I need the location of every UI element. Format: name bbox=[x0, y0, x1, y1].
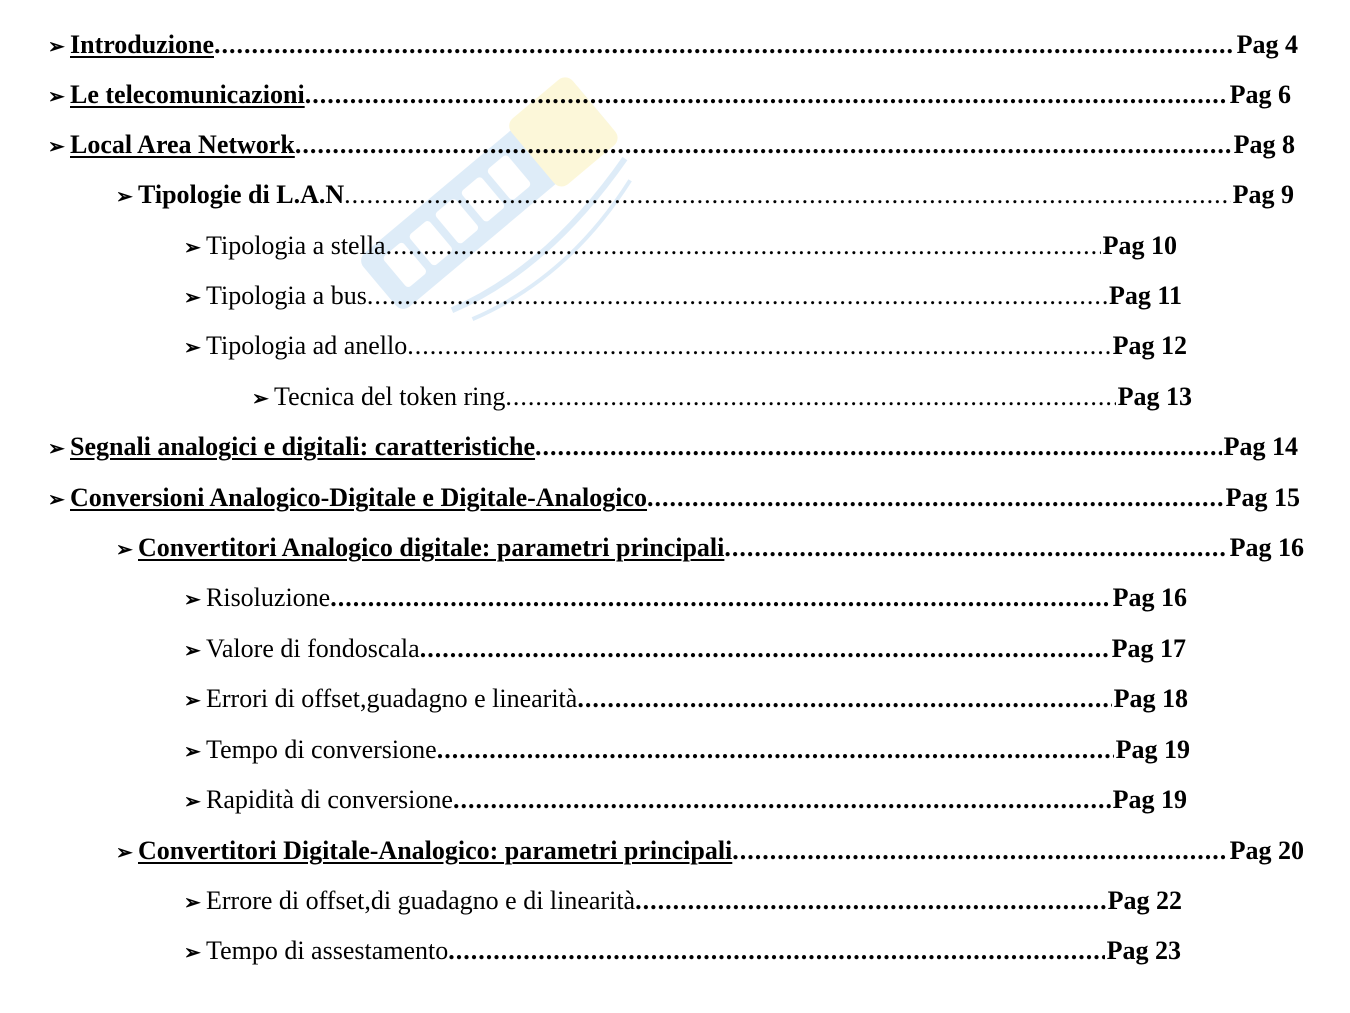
page-number: Pag 6 bbox=[1229, 80, 1291, 109]
dot-leader bbox=[724, 532, 1227, 564]
toc-label[interactable]: Segnali analogici e digitali: caratteristiche bbox=[70, 432, 536, 461]
toc-label[interactable]: Introduzione bbox=[70, 30, 214, 59]
arrow-bullet-icon: ➢ bbox=[48, 36, 65, 58]
toc-entry-convertitori-ad[interactable] bbox=[116, 532, 1304, 564]
toc-entry-tipologia-stella[interactable] bbox=[184, 230, 1177, 262]
arrow-bullet-icon: ➢ bbox=[48, 136, 65, 158]
toc-label[interactable]: Local Area Network bbox=[70, 130, 295, 159]
arrow-bullet-icon: ➢ bbox=[116, 186, 133, 208]
arrow-bullet-icon: ➢ bbox=[184, 237, 201, 259]
dot-leader bbox=[635, 885, 1106, 917]
page-number: Pag 16 bbox=[1229, 533, 1304, 562]
page-number: Pag 11 bbox=[1109, 281, 1182, 310]
page-number: Pag 20 bbox=[1229, 836, 1304, 865]
toc-entry-conversioni[interactable] bbox=[48, 482, 1300, 514]
arrow-bullet-icon: ➢ bbox=[184, 791, 201, 813]
page-number: Pag 16 bbox=[1112, 583, 1187, 612]
toc-label[interactable]: Tempo di conversione bbox=[206, 735, 437, 764]
dot-leader bbox=[437, 734, 1114, 766]
arrow-bullet-icon: ➢ bbox=[48, 86, 65, 108]
toc-label[interactable]: Tipologia ad anello bbox=[206, 331, 408, 360]
page-number: Pag 19 bbox=[1112, 785, 1187, 814]
toc-label[interactable]: Convertitori Analogico digitale: parametri principali bbox=[138, 533, 725, 562]
toc-label[interactable]: Tecnica del token ring bbox=[274, 382, 506, 411]
dot-leader bbox=[535, 431, 1222, 463]
dot-leader bbox=[305, 79, 1228, 111]
toc-label[interactable]: Tipologia a bus bbox=[206, 281, 367, 310]
page-number: Pag 18 bbox=[1113, 684, 1188, 713]
toc-label[interactable]: Tempo di assestamento bbox=[206, 936, 449, 965]
dot-leader bbox=[214, 29, 1235, 61]
toc-label[interactable]: Errori di offset,guadagno e linearità bbox=[206, 684, 578, 713]
dot-leader bbox=[647, 482, 1224, 514]
toc-entry-rapidita[interactable] bbox=[184, 784, 1187, 816]
toc-entry-segnali[interactable] bbox=[48, 431, 1298, 463]
arrow-bullet-icon: ➢ bbox=[184, 287, 201, 309]
toc-label[interactable]: Tipologia a stella bbox=[206, 231, 386, 260]
toc-label[interactable]: Conversioni Analogico-Digitale e Digitale-Analogico bbox=[70, 483, 648, 512]
arrow-bullet-icon: ➢ bbox=[116, 842, 133, 864]
toc-label[interactable]: Errore di offset,di guadagno e di linearità bbox=[206, 886, 636, 915]
arrow-bullet-icon: ➢ bbox=[48, 438, 65, 460]
page-number: Pag 13 bbox=[1117, 382, 1192, 411]
page-number: Pag 22 bbox=[1107, 886, 1182, 915]
toc-entry-fondoscala[interactable] bbox=[184, 633, 1186, 665]
toc-entry-errore-da[interactable] bbox=[184, 885, 1182, 917]
toc-entry-tipologia-bus[interactable] bbox=[184, 280, 1182, 312]
arrow-bullet-icon: ➢ bbox=[184, 690, 201, 712]
dot-leader bbox=[420, 633, 1110, 665]
arrow-bullet-icon: ➢ bbox=[184, 337, 201, 359]
page-number: Pag 12 bbox=[1112, 331, 1187, 360]
toc-label[interactable]: Convertitori Digitale-Analogico: parametri principali bbox=[138, 836, 733, 865]
toc-label[interactable]: Risoluzione bbox=[206, 583, 331, 612]
dot-leader bbox=[344, 179, 1230, 211]
dot-leader bbox=[505, 381, 1115, 413]
dot-leader bbox=[453, 784, 1111, 816]
toc-label[interactable]: Tipologie di L.A.N bbox=[138, 180, 345, 209]
toc-entry-tipologie-lan[interactable] bbox=[116, 179, 1294, 211]
arrow-bullet-icon: ➢ bbox=[184, 942, 201, 964]
arrow-bullet-icon: ➢ bbox=[48, 489, 65, 511]
dot-leader bbox=[367, 280, 1107, 312]
arrow-bullet-icon: ➢ bbox=[184, 589, 201, 611]
page-number: Pag 10 bbox=[1102, 231, 1177, 260]
toc-entry-tempo-conversione[interactable] bbox=[184, 734, 1190, 766]
arrow-bullet-icon: ➢ bbox=[252, 388, 269, 410]
dot-leader bbox=[295, 129, 1232, 161]
page-number: Pag 19 bbox=[1115, 735, 1190, 764]
dot-leader bbox=[330, 582, 1110, 614]
page-number: Pag 9 bbox=[1232, 180, 1294, 209]
arrow-bullet-icon: ➢ bbox=[184, 892, 201, 914]
page-number: Pag 17 bbox=[1111, 634, 1186, 663]
page-number: Pag 8 bbox=[1233, 130, 1295, 159]
page-number: Pag 14 bbox=[1223, 432, 1298, 461]
arrow-bullet-icon: ➢ bbox=[116, 539, 133, 561]
dot-leader bbox=[386, 230, 1101, 262]
toc-label[interactable]: Le telecomunicazioni bbox=[70, 80, 305, 109]
toc-entry-errori-ad[interactable] bbox=[184, 683, 1188, 715]
toc-entry-convertitori-da[interactable] bbox=[116, 835, 1304, 867]
dot-leader bbox=[732, 835, 1227, 867]
toc-entry-tipologia-anello[interactable] bbox=[184, 330, 1187, 362]
page-number: Pag 15 bbox=[1225, 483, 1300, 512]
arrow-bullet-icon: ➢ bbox=[184, 640, 201, 662]
dot-leader bbox=[448, 935, 1104, 967]
toc-entry-local-area-network[interactable] bbox=[48, 129, 1295, 161]
arrow-bullet-icon: ➢ bbox=[184, 741, 201, 763]
toc-label[interactable]: Rapidità di conversione bbox=[206, 785, 453, 814]
toc-entry-risoluzione[interactable] bbox=[184, 582, 1187, 614]
dot-leader bbox=[407, 330, 1110, 362]
toc-entry-telecomunicazioni[interactable] bbox=[48, 79, 1291, 111]
toc-entry-introduzione[interactable] bbox=[48, 29, 1298, 61]
dot-leader bbox=[577, 683, 1111, 715]
toc-entry-token-ring[interactable] bbox=[252, 381, 1192, 413]
toc-entry-assestamento[interactable] bbox=[184, 935, 1181, 967]
page-number: Pag 4 bbox=[1236, 30, 1298, 59]
toc-label[interactable]: Valore di fondoscala bbox=[206, 634, 420, 663]
page-number: Pag 23 bbox=[1106, 936, 1181, 965]
